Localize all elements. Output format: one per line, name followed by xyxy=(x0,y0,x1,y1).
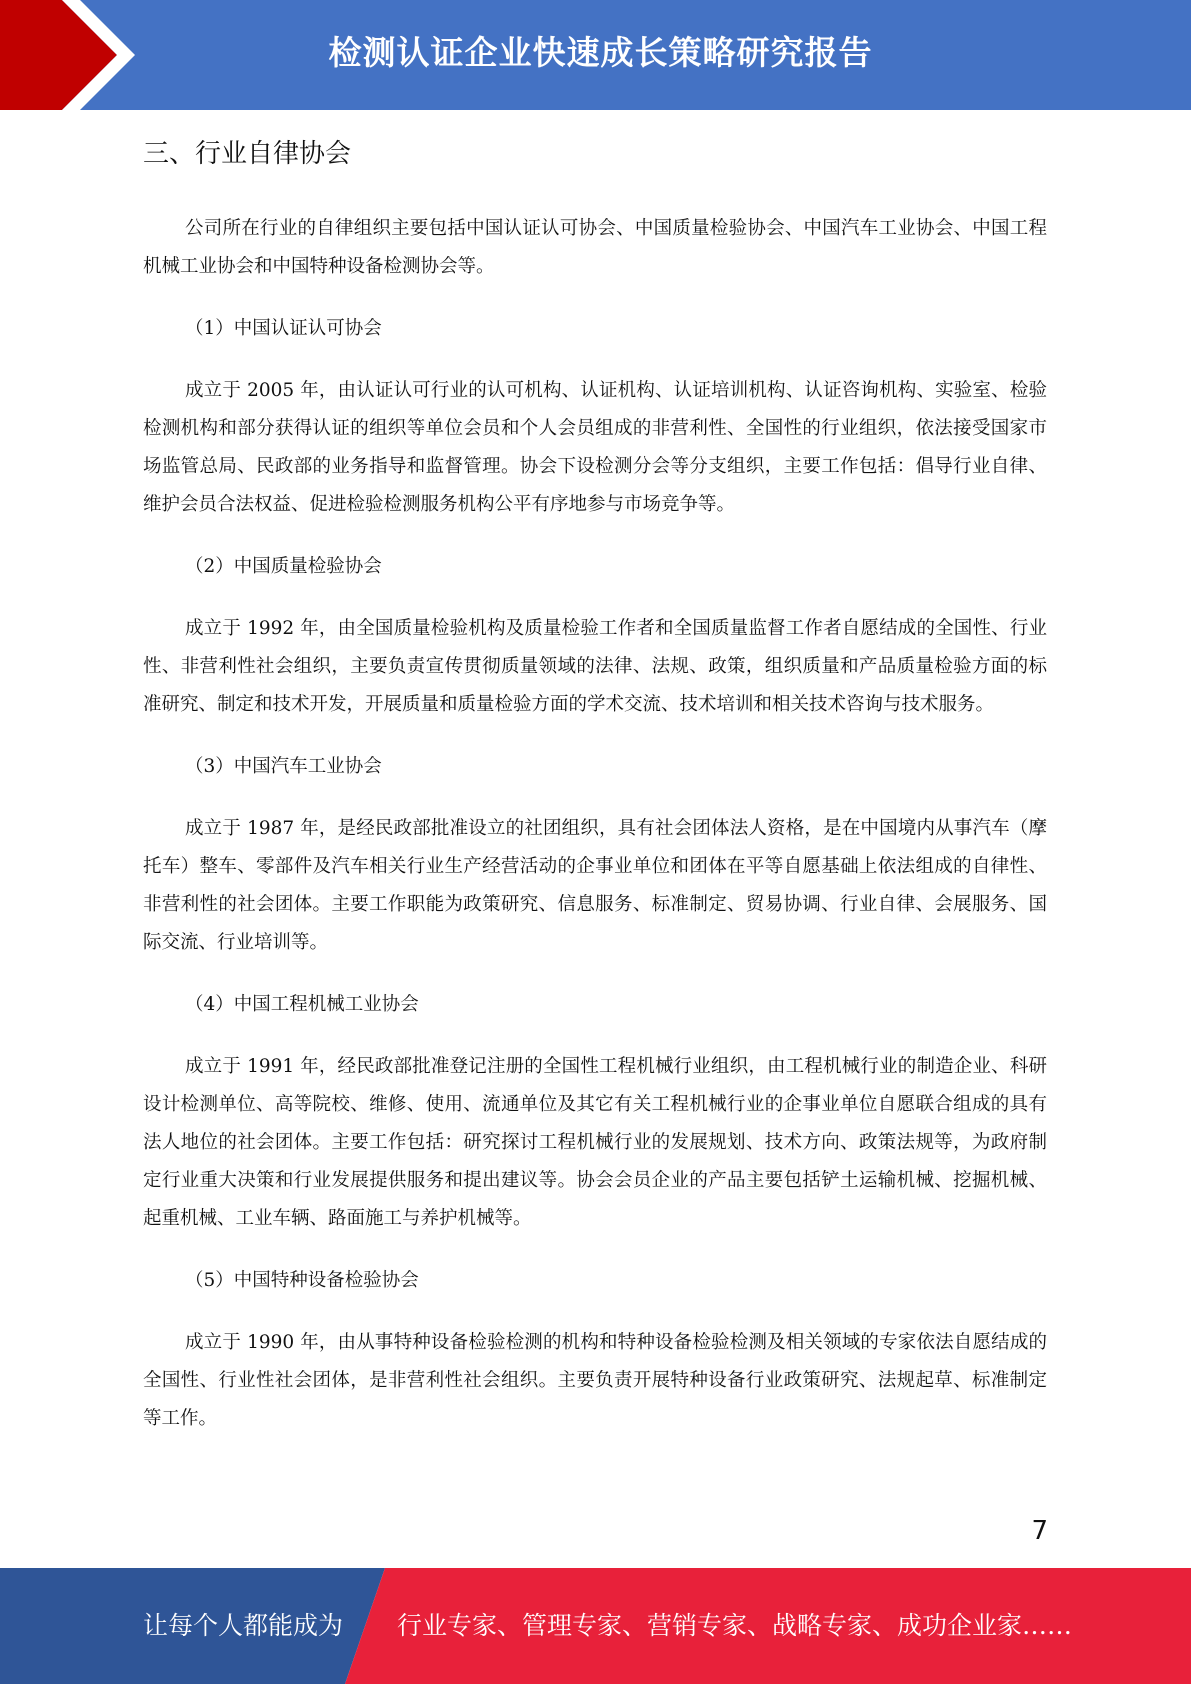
item-body-5: 成立于 1990 年，由从事特种设备检验检测的机构和特种设备检验检测及相关领域的专家依法自愿结成的全国性、行业性社会团体，是非营利性社会组织。主要负责开展特种设备行业政策研究、法规起草、标准制定等工作。 xyxy=(143,1332,1047,1429)
header-banner xyxy=(0,0,1191,110)
intro-paragraph: 公司所在行业的自律组织主要包括中国认证认可协会、中国质量检验协会、中国汽车工业协会、中国工程机械工业协会和中国特种设备检测协会等。 xyxy=(143,218,1047,277)
report-title: 检测认证企业快速成长策略研究报告 xyxy=(328,33,873,72)
item-heading-4: （4）中国工程机械工业协会 xyxy=(185,994,419,1015)
section-heading: 三、行业自律协会 xyxy=(143,139,352,169)
main-content xyxy=(143,122,1047,1462)
item-heading-3: （3）中国汽车工业协会 xyxy=(185,756,382,777)
header-arrow-decoration xyxy=(0,0,150,110)
footer-banner xyxy=(0,1568,1191,1684)
item-body-1: 成立于 2005 年，由认证认可行业的认可机构、认证机构、认证培训机构、认证咨询机构、实验室、检验检测机构和部分获得认证的组织等单位会员和个人会员组成的非营利性、全国性的行业组织，依法接受国家市场监管总局、民政部的业务指导和监督管理。协会下设检测分会等分支组织，主要工作包括：倡导行业自律、维护会员合法权益、促进检验检测服务机构公平有序地参与市场竞争等。 xyxy=(143,380,1047,515)
item-heading-2: （2）中国质量检验协会 xyxy=(185,556,382,577)
footer-slogan-left: 让每个人都能成为 xyxy=(143,1611,344,1640)
footer-slogan-right: 行业专家、管理专家、营销专家、战略专家、成功企业家…… xyxy=(397,1611,1073,1640)
item-heading-1: （1）中国认证认可协会 xyxy=(185,318,382,339)
page-number: 7 xyxy=(1031,1516,1048,1546)
item-body-2: 成立于 1992 年，由全国质量检验机构及质量检验工作者和全国质量监督工作者自愿结成的全国性、行业性、非营利性社会组织，主要负责宣传贯彻质量领域的法律、法规、政策，组织质量和产品质量检验方面的标准研究、制定和技术开发，开展质量和质量检验方面的学术交流、技术培训和相关技术咨询与技术服务。 xyxy=(143,618,1047,715)
item-body-4: 成立于 1991 年，经民政部批准登记注册的全国性工程机械行业组织，由工程机械行业的制造企业、科研设计检测单位、高等院校、维修、使用、流通单位及其它有关工程机械行业的企事业单位自愿联合组成的具有法人地位的社会团体。主要工作包括：研究探讨工程机械行业的发展规划、技术方向、政策法规等，为政府制定行业重大决策和行业发展提供服务和提出建议等。协会会员企业的产品主要包括铲土运输机械、挖掘机械、起重机械、工业车辆、路面施工与养护机械等。 xyxy=(143,1056,1047,1229)
item-body-3: 成立于 1987 年，是经民政部批准设立的社团组织，具有社会团体法人资格，是在中国境内从事汽车（摩托车）整车、零部件及汽车相关行业生产经营活动的企事业单位和团体在平等自愿基础上依法组成的自律性、非营利性的社会团体。主要工作职能为政策研究、信息服务、标准制定、贸易协调、行业自律、会展服务、国际交流、行业培训等。 xyxy=(143,818,1047,953)
item-heading-5: （5）中国特种设备检验协会 xyxy=(185,1270,419,1291)
